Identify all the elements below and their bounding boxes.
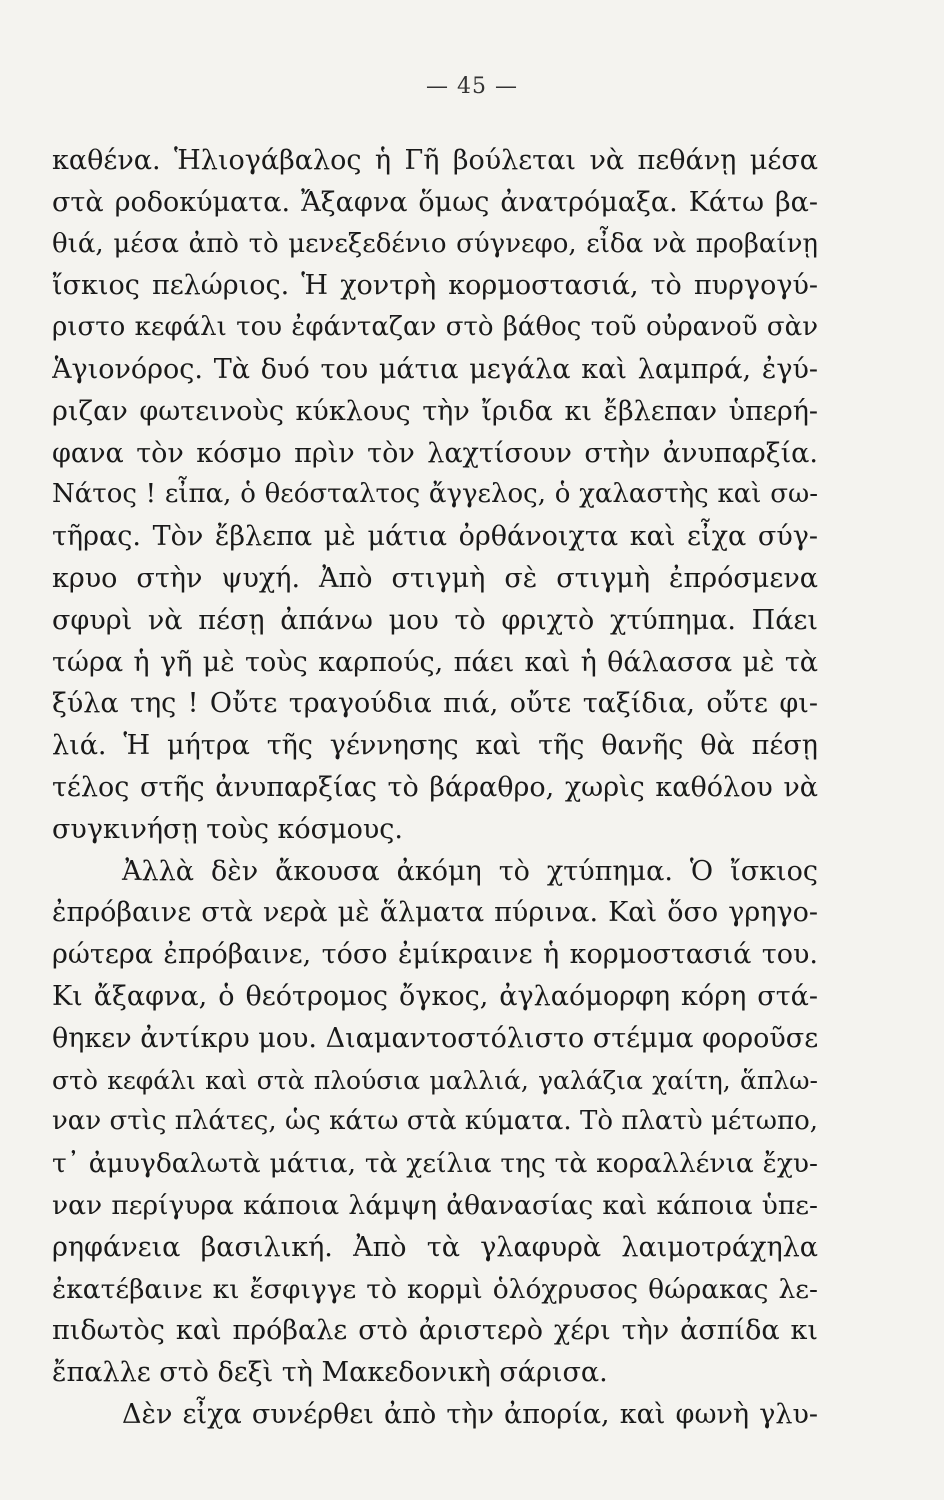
text-line: ριστο κεφάλι του ἐφάνταζαν στὸ βάθος τοῦ οὐρανοῦ σὰν [52,312,818,343]
text-line: θιά, μέσα ἀπὸ τὸ μενεξεδένιο σύγνεφο, εἶδα νὰ προβαίνῃ [52,228,818,259]
text-line: ρηφάνεια βασιλική. Ἀπὸ τὰ γλαφυρὰ λαιμοτράχηλα [52,1231,818,1263]
text-line: πιδωτὸς καὶ πρόβαλε στὸ ἀριστερὸ χέρι τὴν ἀσπίδα κι [52,1315,818,1347]
text-line: κρυο στὴν ψυχή. Ἀπὸ στιγμὴ σὲ στιγμὴ ἐπρόσμενα [52,562,818,594]
text-line: ἐκατέβαινε κι ἔσφιγγε τὸ κορμὶ ὁλόχρυσος θώρακας λε- [52,1273,818,1305]
text-line: συγκινήσῃ τοὺς κόσμους. [52,813,404,845]
text-line: ἴσκιος πελώριος. Ἡ χοντρὴ κορμοστασιά, τὸ πυργογύ- [52,270,818,302]
text-line: ναν περίγυρα κάποια λάμψη ἀθανασίας καὶ κάποια ὑπε- [52,1189,818,1221]
text-line: ρώτερα ἐπρόβαινε, τόσο ἐμίκραινε ἡ κορμοστασιά του. [52,939,818,971]
text-line: ἐπρόβαινε στὰ νερὰ μὲ ἅλματα πύρινα. Καὶ ὅσο γρηγο- [52,897,818,929]
text-line: φανα τὸν κόσμο πρὶν τὸν λαχτίσουν στὴν ἀνυπαρξία. [52,437,818,469]
text-line: στὸ κεφάλι καὶ στὰ πλούσια μαλλιά, γαλάζια χαίτη, ἅπλω- [52,1065,818,1095]
text-line: τῆρας. Τὸν ἔβλεπα μὲ μάτια ὀρθάνοιχτα καὶ εἶχα σύγ- [52,521,818,553]
text-line: τέλος στῆς ἀνυπαρξίας τὸ βάραθρο, χωρὶς καθόλου νὰ [52,771,818,803]
text-line: ξύλα της ! Οὔτε τραγούδια πιά, οὔτε ταξίδια, οὔτε φι- [52,688,818,720]
body-text [52,140,818,1436]
text-line: καθένα. Ἡλιογάβαλος ἡ Γῆ βούλεται νὰ πεθάνῃ μέσα [52,145,818,176]
text-line: ριζαν φωτεινοὺς κύκλους τὴν ἴριδα κι ἔβλεπαν ὑπερή- [52,395,818,427]
text-line: θηκεν ἀντίκρυ μου. Διαμαντοστόλιστο στέμμα φοροῦσε [52,1022,818,1054]
text-line: ἔπαλλε στὸ δεξὶ τὴ Μακεδονικὴ σάρισα. [52,1357,608,1389]
text-line: Νάτος ! εἶπα, ὁ θεόσταλτος ἄγγελος, ὁ χαλαστὴς καὶ σω- [52,479,818,510]
text-line: Ἀλλὰ δὲν ἄκουσα ἀκόμη τὸ χτύπημα. Ὁ ἴσκιος [122,855,818,887]
text-line: στὰ ροδοκύματα. Ἄξαφνα ὅμως ἀνατρόμαξα. Κάτω βα- [52,186,818,218]
text-line: τώρα ἡ γῆ μὲ τοὺς καρπούς, πάει καὶ ἡ θάλασσα μὲ τὰ [52,646,818,678]
text-line: ναν στὶς πλάτες, ὡς κάτω στὰ κύματα. Τὸ πλατὺ μέτωπο, [52,1106,818,1137]
page-number: — 45 — [426,74,518,99]
text-line: Ἁγιονόρος. Τὰ δυό του μάτια μεγάλα καὶ λαμπρά, ἐγύ- [52,353,818,385]
text-line: λιά. Ἡ μήτρα τῆς γέννησης καὶ τῆς θανῆς θὰ πέσῃ [52,730,818,762]
text-line: τ᾽ ἀμυγδαλωτὰ μάτια, τὰ χείλια της τὰ κοραλλένια ἔχυ- [52,1148,818,1180]
text-line: σφυρὶ νὰ πέσῃ ἀπάνω μου τὸ φριχτὸ χτύπημα. Πάει [52,604,818,636]
text-line: Δὲν εἶχα συνέρθει ἀπὸ τὴν ἀπορία, καὶ φωνὴ γλυ- [122,1398,818,1430]
text-line: Κι ἄξαφνα, ὁ θεότρομος ὄγκος, ἀγλαόμορφη κόρη στά- [52,980,818,1012]
